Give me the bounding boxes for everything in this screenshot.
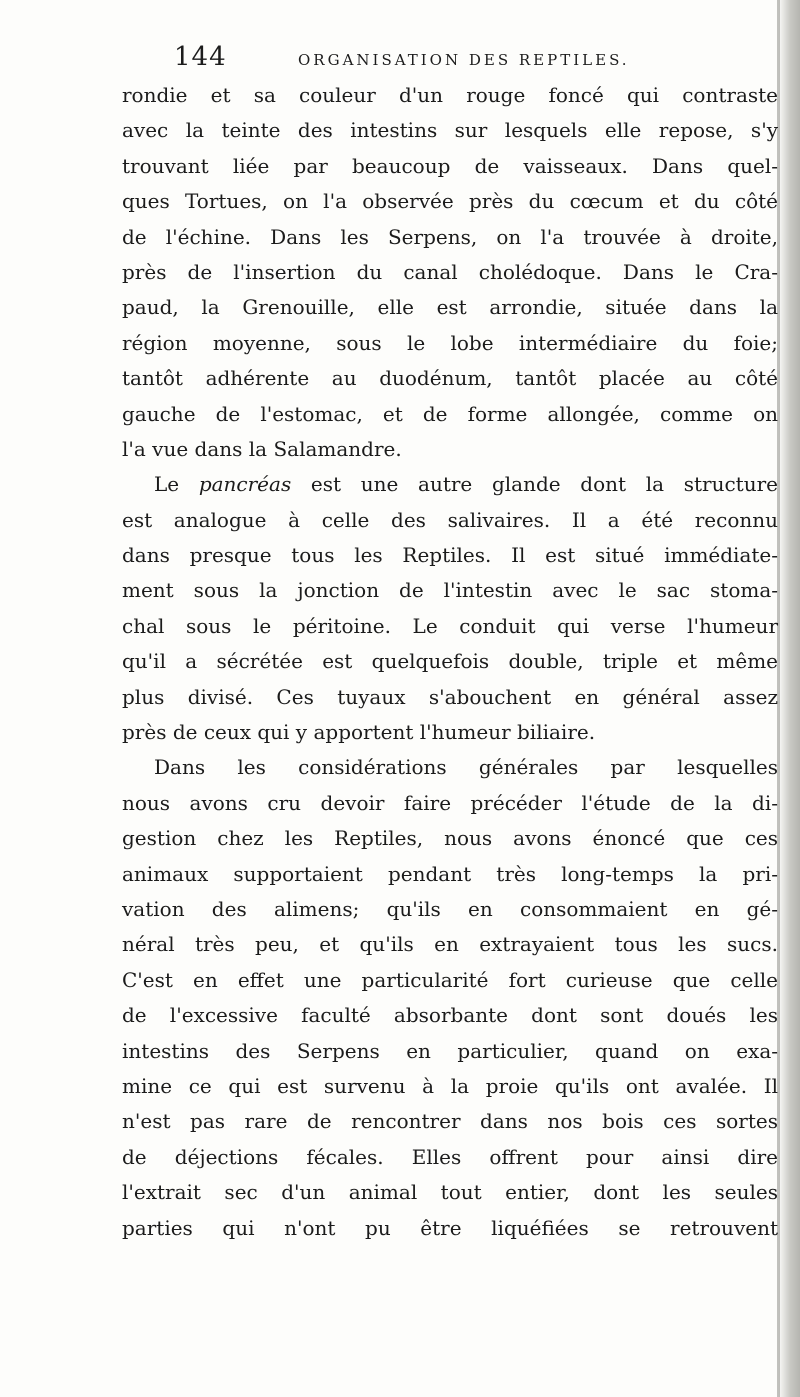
text-line: C'est en effet une particularité fort curieuse que celle — [122, 967, 778, 992]
text-line: région moyenne, sous le lobe intermédiaire du foie; — [122, 330, 778, 355]
text-line: ment sous la jonction de l'intestin avec le sac stoma- — [122, 578, 778, 603]
page-edge-shadow — [778, 0, 800, 1397]
pancreas-intro: Le — [154, 472, 180, 497]
text-line: est analogue à celle des salivaires. Il a été reconnu — [122, 507, 778, 532]
text-line: de l'excessive faculté absorbante dont sont doués les — [122, 1003, 778, 1028]
page-number: 144 — [174, 42, 227, 72]
text-line: qu'il a sécrétée est quelquefois double, triple et même — [122, 649, 778, 674]
text-line: n'est pas rare de rencontrer dans nos bois ces sortes — [122, 1109, 778, 1134]
text-line: parties qui n'ont pu être liquéfiées se retrouvent — [122, 1215, 778, 1240]
text-line: paud, la Grenouille, elle est arrondie, située dans la — [122, 295, 778, 320]
text-line: près de ceux qui y apportent l'humeur biliaire. — [122, 720, 596, 745]
text-line: néral très peu, et qu'ils en extrayaient tous les sucs. — [122, 932, 778, 957]
body-text — [122, 78, 778, 1246]
text-line: de déjections fécales. Elles offrent pour ainsi dire — [122, 1144, 778, 1169]
pancreas-term: pancréas — [198, 472, 292, 497]
text-line: vation des alimens; qu'ils en consommaient en gé- — [122, 896, 778, 921]
text-line: trouvant liée par beaucoup de vaisseaux. Dans quel- — [122, 153, 778, 178]
text-line: près de l'insertion du canal cholédoque. Dans le Cra- — [122, 259, 778, 284]
text-line: ques Tortues, on l'a observée près du cœcum et du côté — [122, 189, 778, 214]
paragraph-pancreas-first-line — [122, 467, 778, 502]
running-title: ORGANISATION DES REPTILES. — [298, 51, 630, 69]
text-line: plus divisé. Ces tuyaux s'abouchent en général assez — [122, 684, 778, 709]
text-line: dans presque tous les Reptiles. Il est situé immédiate- — [122, 543, 778, 568]
text-line: l'a vue dans la Salamandre. — [122, 436, 402, 461]
text-line: avec la teinte des intestins sur lesquels elle repose, s'y — [122, 118, 778, 143]
text-line: de l'échine. Dans les Serpens, on l'a trouvée à droite, — [122, 224, 778, 249]
text-line: intestins des Serpens en particulier, quand on exa- — [122, 1038, 778, 1063]
text-line: tantôt adhérente au duodénum, tantôt placée au côté — [122, 366, 778, 391]
text-line: gauche de l'estomac, et de forme allongée, comme on — [122, 401, 778, 426]
text-line: animaux supportaient pendant très long-temps la pri- — [122, 861, 778, 886]
text-line: nous avons cru devoir faire précéder l'étude de la di- — [122, 790, 778, 815]
text-line: mine ce qui est survenu à la proie qu'ils ont avalée. Il — [122, 1073, 778, 1098]
text-line: l'extrait sec d'un animal tout entier, dont les seules — [122, 1180, 778, 1205]
text-line: rondie et sa couleur d'un rouge foncé qui contraste — [122, 83, 778, 107]
text-line: gestion chez les Reptiles, nous avons énoncé que ces — [122, 826, 778, 851]
text-line: chal sous le péritoine. Le conduit qui verse l'humeur — [122, 613, 778, 638]
text-line: Dans les considérations générales par lesquelles — [154, 755, 778, 780]
pancreas-rest: est une autre glande dont la structure — [310, 472, 778, 497]
